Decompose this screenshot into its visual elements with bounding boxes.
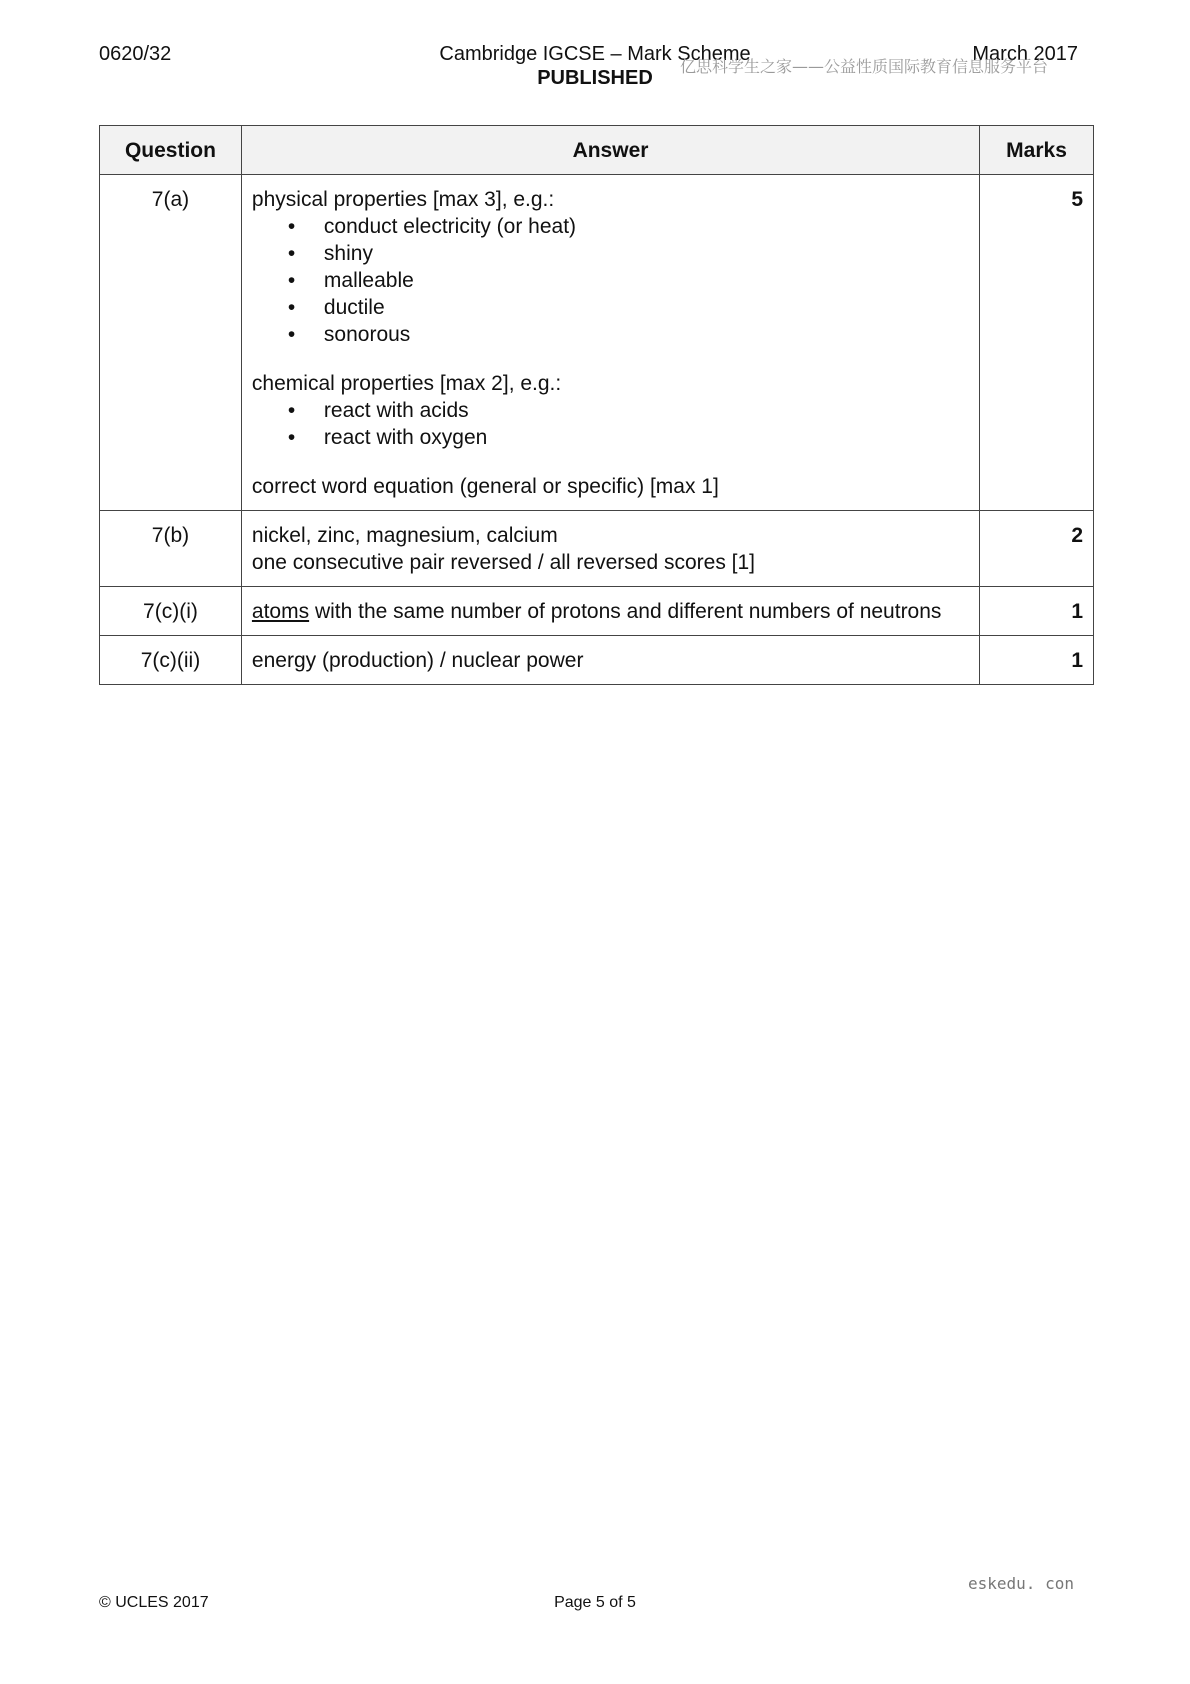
answer-cell: [241, 511, 979, 587]
physical-properties-intro: physical properties [max 3], e.g.:: [251, 188, 555, 211]
answer-cell: [241, 175, 979, 511]
physical-properties-list: [252, 213, 969, 348]
page-number: Page 5 of 5: [554, 1594, 636, 1611]
bullet-icon: •: [287, 426, 296, 449]
watermark-text: 亿思科学生之家——公益性质国际教育信息服务平台: [680, 57, 1049, 76]
site-stamp: eskedu. con: [968, 1574, 1074, 1593]
header-question: Question: [100, 126, 242, 175]
copyright-notice: © UCLES 2017: [99, 1594, 209, 1611]
answer-cell: energy (production) / nuclear power: [241, 636, 979, 685]
list-item: • sonorous: [287, 323, 411, 346]
table-row-7a: [100, 175, 1094, 511]
list-item: • conduct electricity (or heat): [287, 215, 577, 238]
header-marks: Marks: [980, 126, 1094, 175]
answer-line: nickel, zinc, magnesium, calcium: [251, 524, 558, 547]
question-number: 7(c)(ii): [100, 636, 242, 685]
document-title: Cambridge IGCSE – Mark Scheme: [439, 43, 751, 65]
question-number: 7(a): [100, 175, 242, 511]
answer-text: with the same number of protons and different numbers of neutrons: [309, 600, 942, 623]
question-number: 7(b): [100, 511, 242, 587]
list-item: • ductile: [287, 296, 385, 319]
bullet-icon: •: [287, 323, 296, 346]
answer-line: one consecutive pair reversed / all reversed scores [1]: [251, 551, 755, 574]
header-answer: Answer: [241, 126, 979, 175]
bullet-icon: •: [287, 296, 296, 319]
chemical-properties-intro: chemical properties [max 2], e.g.:: [251, 372, 562, 395]
list-item: • shiny: [287, 242, 373, 265]
table-header-row: [100, 126, 1094, 175]
paper-code: 0620/32: [99, 43, 172, 65]
word-equation-note: correct word equation (general or specific) [max 1]: [251, 475, 719, 498]
table-row-7cii: [100, 636, 1094, 685]
table-row-7ci: [100, 587, 1094, 636]
key-term: atoms: [251, 600, 310, 623]
list-item: • react with oxygen: [287, 426, 488, 449]
marks-value: 1: [980, 636, 1094, 685]
bullet-icon: •: [287, 269, 296, 292]
marks-value: 5: [980, 175, 1094, 511]
marks-value: 2: [980, 511, 1094, 587]
bullet-icon: •: [287, 215, 296, 238]
table-row-7b: [100, 511, 1094, 587]
marks-value: 1: [980, 587, 1094, 636]
mark-scheme-table: [99, 125, 1094, 685]
published-label: PUBLISHED: [537, 67, 653, 89]
bullet-icon: •: [287, 242, 296, 265]
list-item: • malleable: [287, 269, 414, 292]
exam-date: March 2017: [972, 43, 1078, 65]
bullet-icon: •: [287, 399, 296, 422]
answer-cell: [241, 587, 979, 636]
question-number: 7(c)(i): [100, 587, 242, 636]
list-item: • react with acids: [287, 399, 469, 422]
chemical-properties-list: [252, 397, 969, 451]
